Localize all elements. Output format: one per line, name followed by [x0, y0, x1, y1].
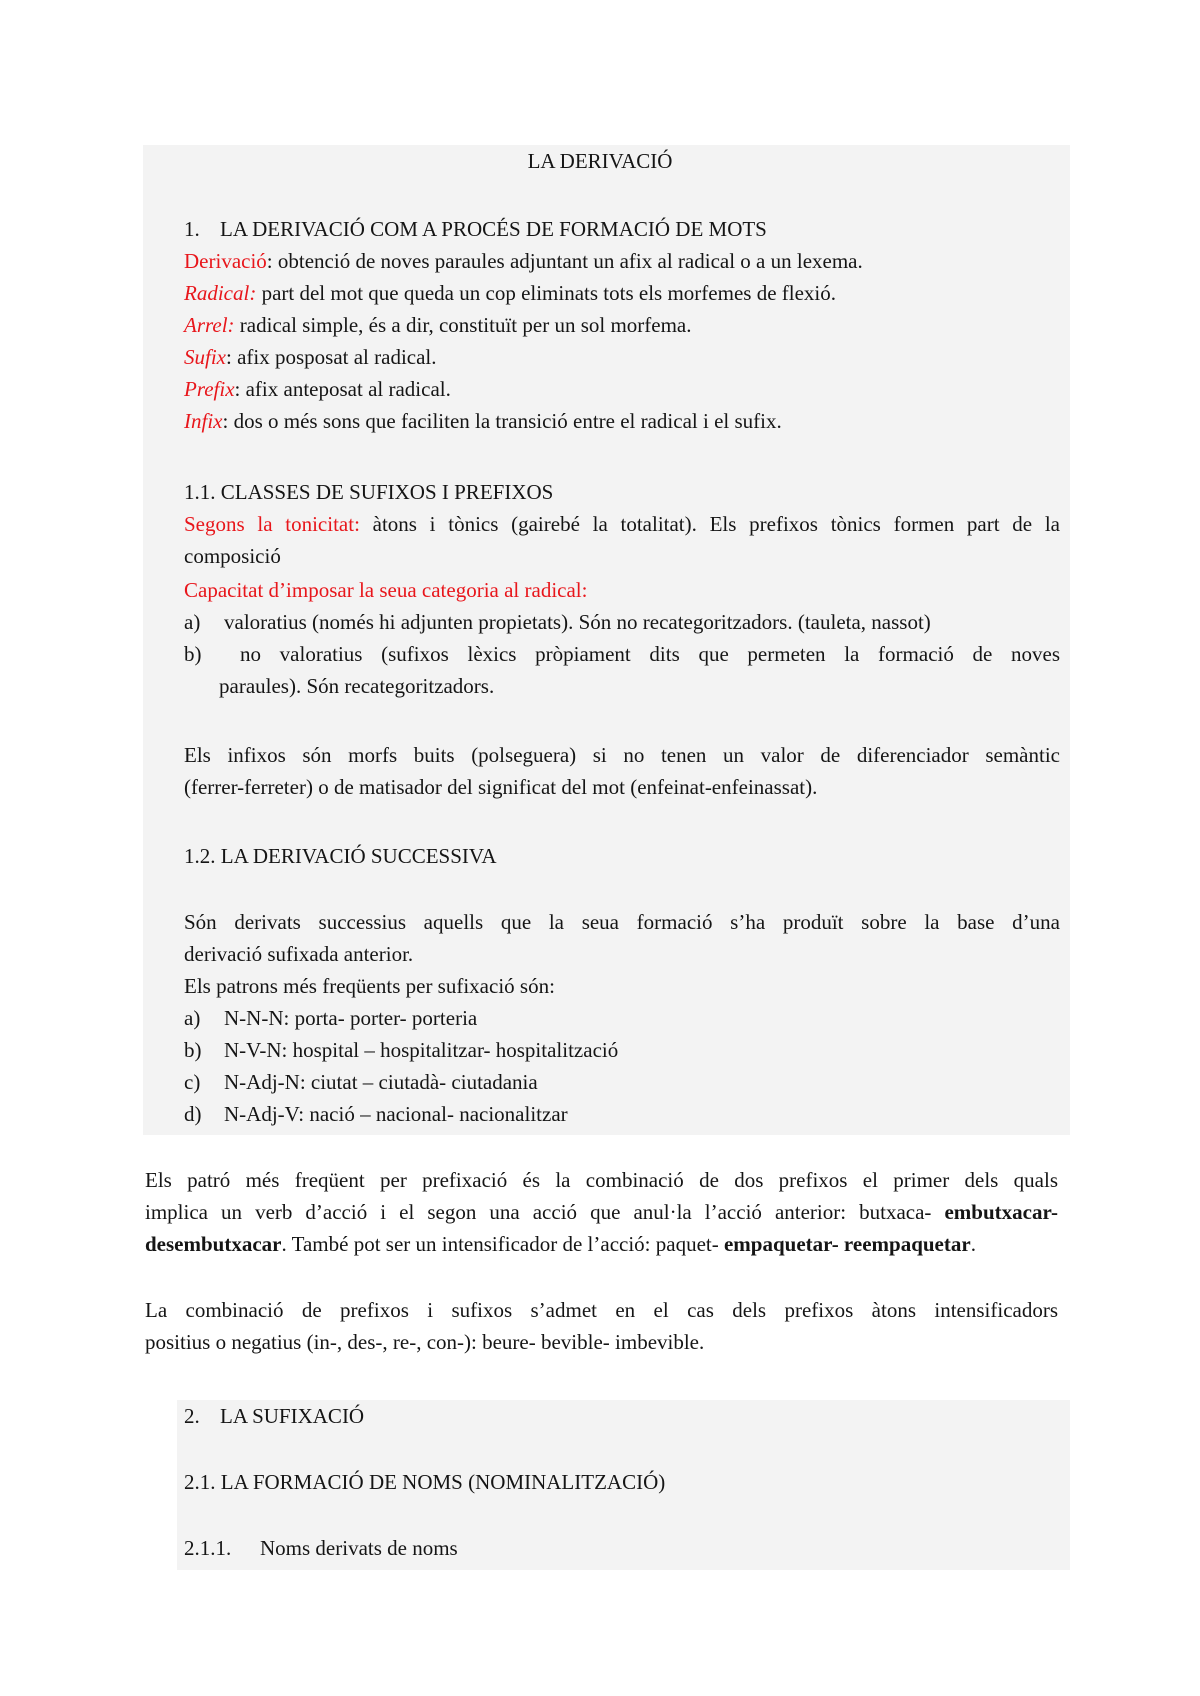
infix-paragraph-line-1: Els infixos són morfs buits (polseguera) si no tenen un valor de diferenciador semàntic: [184, 743, 1060, 767]
def-sufix: [184, 343, 437, 371]
def-term: Derivació: [184, 249, 267, 273]
pattern-item-d: [184, 1100, 568, 1128]
prefixacio-line-2: [145, 1198, 1058, 1226]
def-term: Sufix: [184, 345, 226, 369]
combinacio-line-2: positius o negatius (in-, des-, re-, con-): beure- bevible- imbevible.: [145, 1330, 705, 1354]
def-text: : afix anteposat al radical.: [234, 377, 451, 401]
successiva-p1-line-1: Són derivats successius aquells que la seua formació s’ha produït sobre la base d’una: [184, 910, 1060, 934]
pattern-item-c: [184, 1068, 538, 1096]
def-text: part del mot que queda un cop eliminats tots els morfemes de flexió.: [256, 281, 836, 305]
section-2-heading: [184, 1402, 364, 1430]
list-letter: a): [184, 1006, 201, 1030]
def-text: : dos o més sons que faciliten la transició entre el radical i el sufix.: [222, 409, 782, 433]
list-text: N-N-N: porta- porter- porteria: [224, 1006, 478, 1030]
def-radical: [184, 279, 836, 307]
section-1-heading: [184, 215, 767, 243]
section-1-2-heading: 1.2. LA DERIVACIÓ SUCCESSIVA: [184, 844, 497, 868]
section-2-number: 2.: [184, 1404, 200, 1428]
prefixacio-text: . També pot ser un intensificador de l’acció: paquet-: [281, 1232, 724, 1256]
tonicitat-line-2: composició: [184, 544, 281, 568]
section-2-title: LA SUFIXACIÓ: [220, 1404, 365, 1428]
def-text: radical simple, és a dir, constituït per un sol morfema.: [234, 313, 692, 337]
list-letter: a): [184, 610, 201, 634]
section-1-title: LA DERIVACIÓ COM A PROCÉS DE FORMACIÓ DE MOTS: [220, 217, 767, 241]
list-letter: b): [184, 1038, 202, 1062]
def-prefix: [184, 375, 451, 403]
def-term: Radical:: [184, 281, 257, 305]
successiva-p1-line-2: derivació sufixada anterior.: [184, 942, 414, 966]
def-term: Prefix: [184, 377, 235, 401]
section-2-1-1-heading: [184, 1534, 458, 1562]
prefixacio-bold: empaquetar- reempaquetar: [723, 1232, 971, 1256]
list-letter: c): [184, 1070, 201, 1094]
successiva-p2: Els patrons més freqüents per sufixació són:: [184, 974, 555, 998]
list-text: valoratius (només hi adjunten propietats). Són no recategoritzadors. (tauleta, nassot): [224, 610, 931, 634]
tonicitat-text: àtons i tònics (gairebé la totalitat). Els prefixos tònics formen part de la: [359, 512, 1060, 536]
section-2-1-1-number: 2.1.1.: [184, 1536, 232, 1560]
pattern-item-a: [184, 1004, 477, 1032]
section-1-number: 1.: [184, 217, 200, 241]
def-term: Arrel:: [184, 313, 235, 337]
prefixacio-line-1: Els patró més freqüent per prefixació és la combinació de dos prefixos el primer dels quals: [145, 1168, 1058, 1192]
section-2-1-heading: 2.1. LA FORMACIÓ DE NOMS (NOMINALITZACIÓ): [184, 1470, 666, 1494]
def-text: : afix posposat al radical.: [226, 345, 437, 369]
list-item-b: [184, 640, 1060, 668]
list-text: N-Adj-V: nació – nacional- nacionalitzar: [224, 1102, 568, 1126]
section-1-1-heading: 1.1. CLASSES DE SUFIXOS I PREFIXOS: [184, 480, 554, 504]
list-item-b-cont: paraules). Són recategoritzadors.: [219, 674, 495, 698]
list-letter: b): [184, 642, 202, 666]
capacitat-label: Capacitat d’imposar la seua categoria al radical:: [184, 578, 588, 602]
def-infix: [184, 407, 782, 435]
combinacio-line-1: La combinació de prefixos i sufixos s’admet en el cas dels prefixos àtons intensificadors: [145, 1298, 1058, 1322]
list-text: N-Adj-N: ciutat – ciutadà- ciutadania: [224, 1070, 538, 1094]
section-2-1-1-title: Noms derivats de noms: [260, 1536, 458, 1560]
tonicitat-label: Segons la tonicitat:: [184, 512, 360, 536]
def-arrel: [184, 311, 692, 339]
prefixacio-text: .: [970, 1232, 976, 1256]
prefixacio-bold: desembutxacar: [145, 1232, 282, 1256]
page-title: LA DERIVACIÓ: [527, 149, 673, 173]
prefixacio-bold: embutxacar-: [944, 1200, 1058, 1224]
def-term: Infix: [184, 409, 223, 433]
list-text: N-V-N: hospital – hospitalitzar- hospitalització: [224, 1038, 619, 1062]
infix-paragraph-line-2: (ferrer-ferreter) o de matisador del significat del mot (enfeinat-enfeinassat).: [184, 775, 818, 799]
tonicitat-line-1: [184, 510, 1060, 538]
prefixacio-line-3: [145, 1230, 976, 1258]
def-derivacio: [184, 247, 863, 275]
list-item-a: [184, 608, 931, 636]
list-letter: d): [184, 1102, 202, 1126]
prefixacio-text: implica un verb d’acció i el segon una acció que anul·la l’acció anterior: butxaca-: [145, 1200, 945, 1224]
list-text: no valoratius (sufixos lèxics pròpiament dits que permeten la formació de noves: [240, 642, 1060, 666]
pattern-item-b: [184, 1036, 618, 1064]
def-text: : obtenció de noves paraules adjuntant un afix al radical o a un lexema.: [266, 249, 863, 273]
